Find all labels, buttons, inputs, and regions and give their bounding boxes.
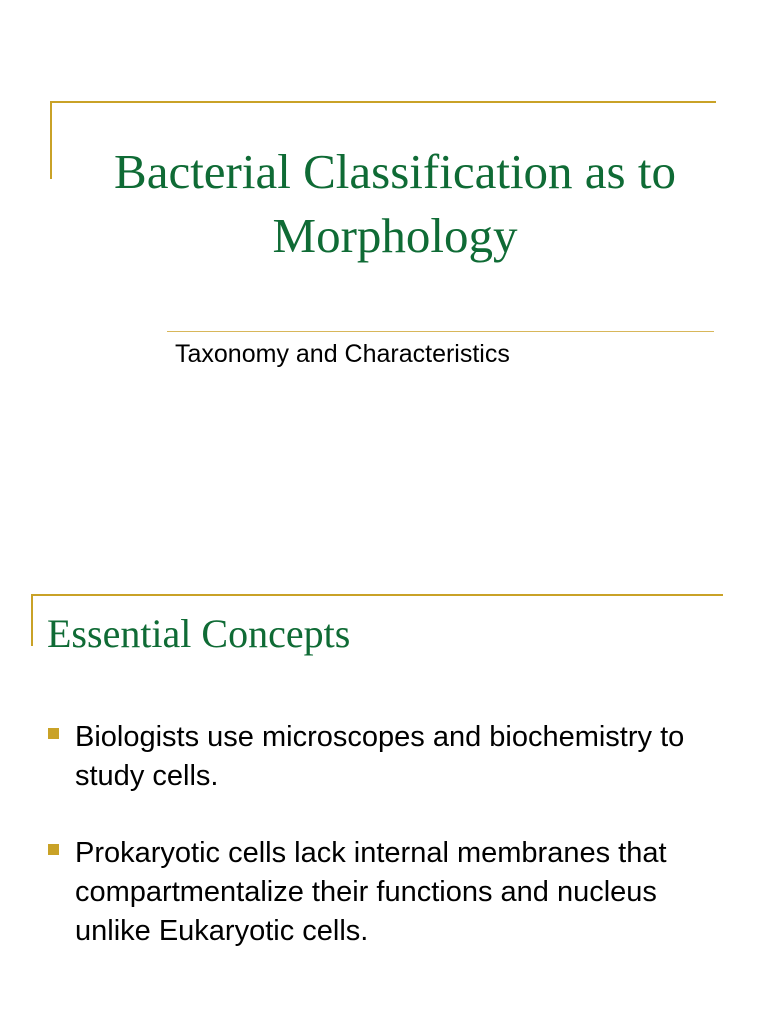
left-accent-line [31, 594, 33, 646]
bullet-text: Prokaryotic cells lack internal membranes that compartmentalize their functions and nucleus unlike Eukaryotic cells. [75, 837, 667, 947]
left-accent-line [50, 101, 52, 179]
list-item [47, 834, 737, 951]
square-bullet-icon [48, 728, 59, 739]
top-accent-line [31, 594, 723, 596]
slide-title: Bacterial Classification as to Morphology [114, 144, 676, 263]
bullet-list [47, 718, 737, 989]
slide-heading: Essential Concepts [47, 611, 351, 656]
top-accent-line [50, 101, 716, 103]
square-bullet-icon [48, 844, 59, 855]
list-item [47, 718, 737, 796]
subtitle-divider [167, 331, 714, 332]
bullet-text: Biologists use microscopes and biochemistry to study cells. [75, 721, 685, 792]
slide-subtitle: Taxonomy and Characteristics [175, 340, 510, 368]
content-slide [0, 560, 768, 1024]
